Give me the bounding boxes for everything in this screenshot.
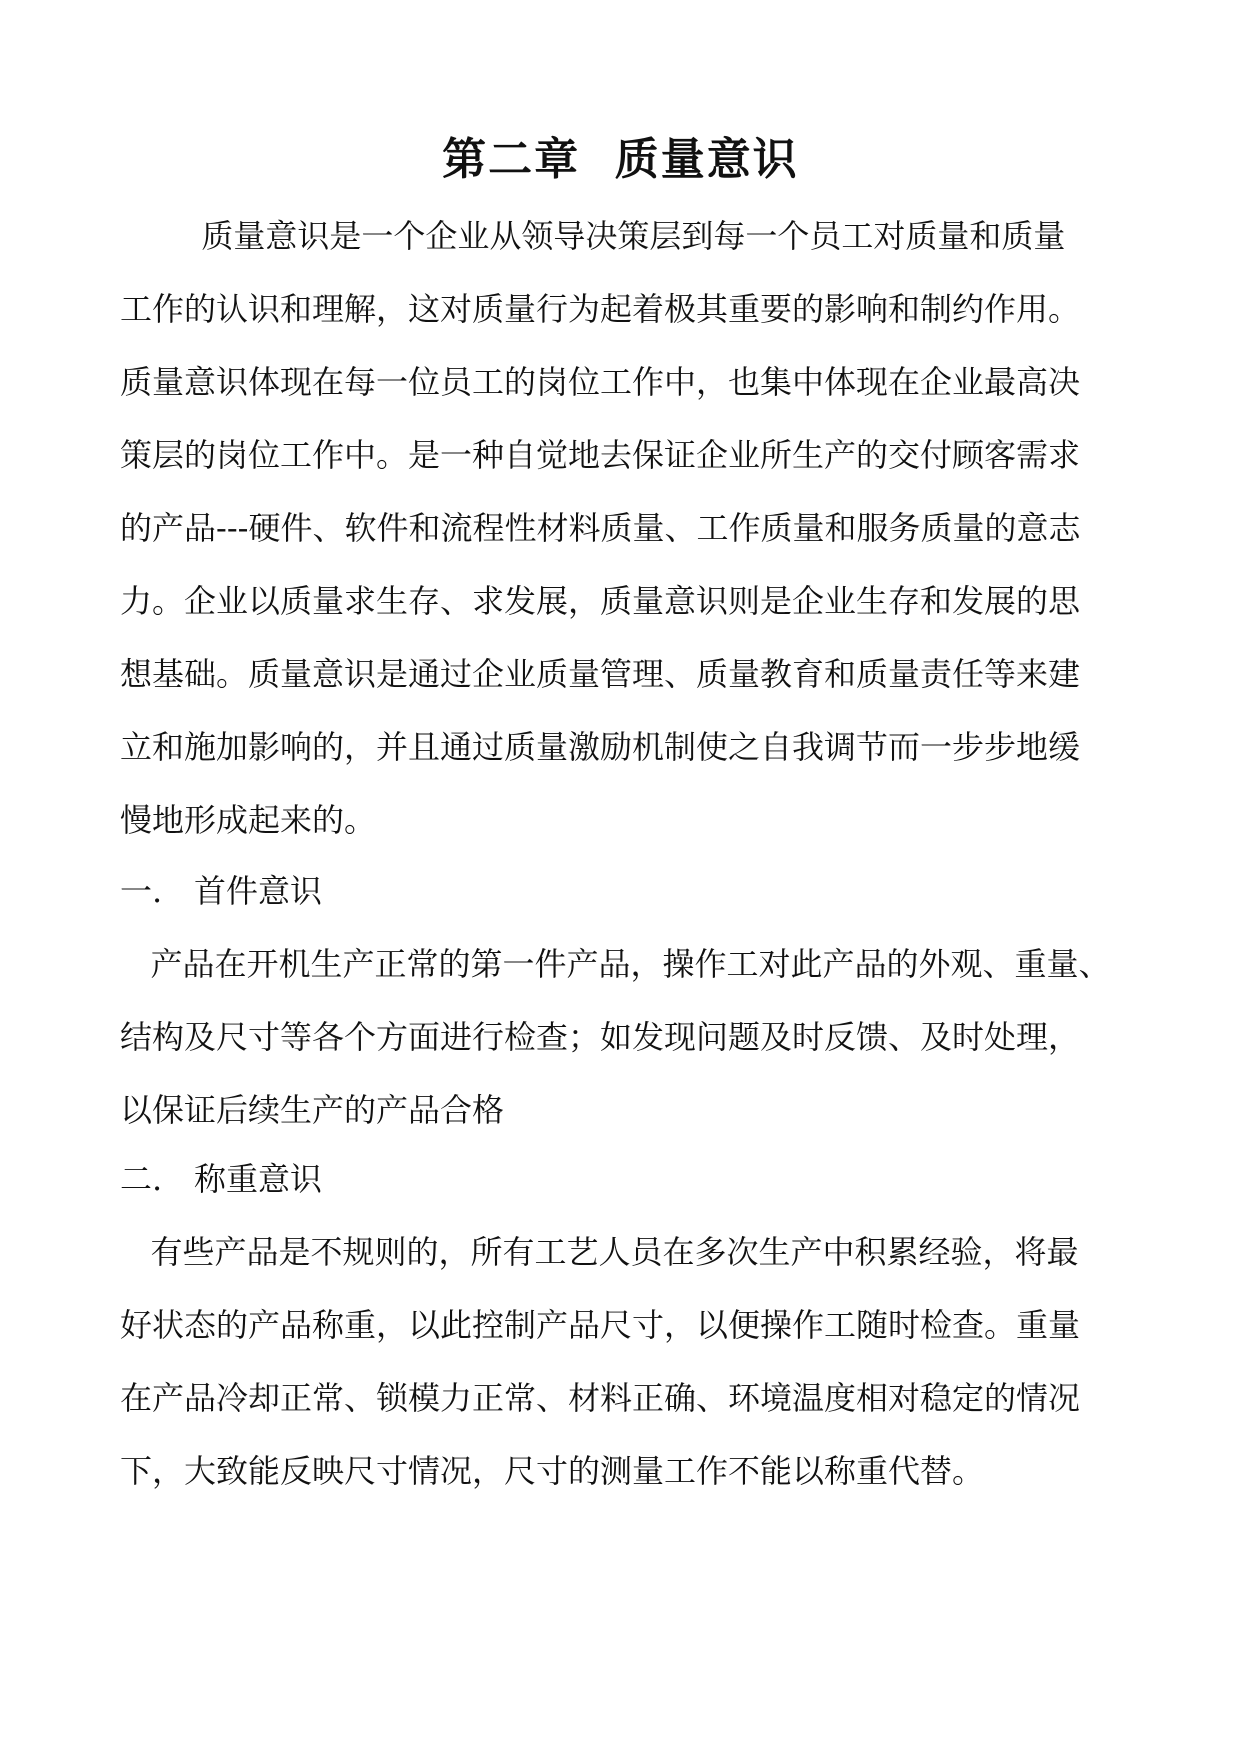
- intro-line: 质量意识是一个企业从领导决策层到每一个员工对质量和质量: [120, 217, 1066, 255]
- section-paragraph-first-article: [120, 928, 1140, 1147]
- section-number: 二.: [120, 1160, 163, 1198]
- section-line: 以保证后续生产的产品合格: [120, 1091, 505, 1129]
- section-line: 结构及尺寸等各个方面进行检查；如发现问题及时反馈、及时处理，: [120, 1018, 1081, 1056]
- section-number: 一.: [120, 872, 163, 910]
- section-paragraph-weighing: [120, 1216, 1140, 1508]
- intro-line: 的产品---硬件、软件和流程性材料质量、工作质量和服务质量的意志: [120, 509, 1081, 547]
- intro-line: 工作的认识和理解，这对质量行为起着极其重要的影响和制约作用。: [120, 290, 1081, 328]
- section-title: 称重意识: [194, 1160, 323, 1198]
- intro-line: 想基础。质量意识是通过企业质量管理、质量教育和质量责任等来建: [120, 655, 1081, 693]
- section-title: 首件意识: [194, 872, 323, 910]
- section-heading-first-article: [120, 855, 1140, 928]
- intro-paragraph: [120, 200, 1140, 857]
- section-heading-weighing: [120, 1143, 1140, 1216]
- section-line: 好状态的产品称重，以此控制产品尺寸，以便操作工随时检查。重量: [120, 1306, 1081, 1344]
- section-line: 有些产品是不规则的，所有工艺人员在多次生产中积累经验，将最: [120, 1233, 1079, 1271]
- section-line: 产品在开机生产正常的第一件产品，操作工对此产品的外观、重量、: [120, 945, 1111, 983]
- intro-line: 慢地形成起来的。: [120, 801, 377, 839]
- intro-line: 立和施加影响的，并且通过质量激励机制使之自我调节而一步步地缓: [120, 728, 1081, 766]
- intro-line: 质量意识体现在每一位员工的岗位工作中，也集中体现在企业最高决: [120, 363, 1081, 401]
- intro-line: 策层的岗位工作中。是一种自觉地去保证企业所生产的交付顾客需求: [120, 436, 1081, 474]
- section-line: 在产品冷却正常、锁模力正常、材料正确、环境温度相对稳定的情况: [120, 1379, 1081, 1417]
- section-line: 下，大致能反映尺寸情况，尺寸的测量工作不能以称重代替。: [120, 1452, 985, 1490]
- intro-line: 力。企业以质量求生存、求发展，质量意识则是企业生存和发展的思: [120, 582, 1081, 620]
- chapter-title: 第二章 质量意识: [442, 134, 799, 185]
